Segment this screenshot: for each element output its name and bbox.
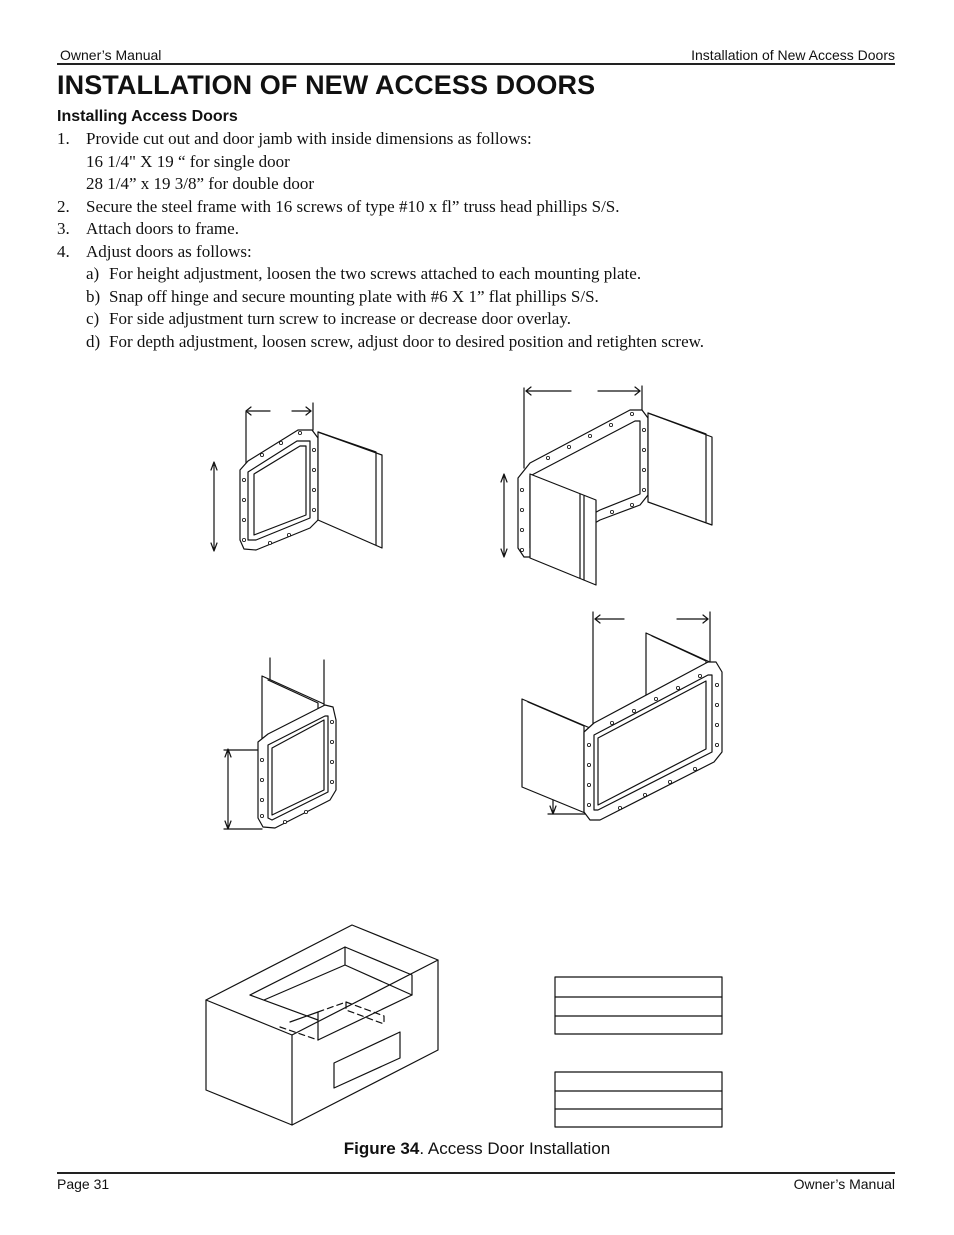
figure-label: Figure 34	[343, 1139, 420, 1158]
step-number: 1.	[57, 129, 70, 148]
substep-text: For height adjustment, loosen the two screws attached to each mounting plate.	[109, 264, 642, 283]
substep-text: For side adjustment turn screw to increase or decrease door overlay.	[109, 309, 571, 328]
single-door-rotated-drawing	[224, 658, 336, 829]
tub-cutout-drawing	[206, 925, 438, 1125]
page-title: INSTALLATION OF NEW ACCESS DOORS	[57, 70, 596, 100]
step-text: Attach doors to frame.	[86, 219, 239, 238]
running-footer-right: Owner’s Manual	[793, 1176, 895, 1192]
step-text: Provide cut out and door jamb with inside dimensions as follows:	[86, 129, 532, 148]
figure-caption	[0, 1139, 954, 1159]
double-door-frame-drawing	[501, 386, 712, 585]
substep-label: d)	[86, 331, 101, 351]
step-text: 28 1/4” x 19 3/8” for double door	[86, 174, 315, 193]
substep-text: For depth adjustment, loosen screw, adjust door to desired position and retighten screw.	[109, 331, 705, 351]
running-header-right: Installation of New Access Doors	[691, 47, 895, 63]
step-text: Adjust doors as follows:	[86, 241, 252, 261]
running-header-left: Owner’s Manual	[60, 47, 162, 63]
substep-label: a)	[86, 264, 100, 283]
step-text: 16 1/4" X 19 “ for single door	[86, 151, 290, 171]
section-subtitle: Installing Access Doors	[57, 108, 238, 125]
substep-text: Snap off hinge and secure mounting plate with #6 X 1” flat phillips S/S.	[109, 286, 599, 306]
step-text: Secure the steel frame with 16 screws of type #10 x fl” truss head phillips S/S.	[86, 196, 620, 216]
figure-caption-text: . Access Door Installation	[419, 1139, 611, 1158]
page-number: Page 31	[57, 1176, 110, 1192]
step-number: 4.	[57, 241, 70, 261]
substep-label: b)	[86, 286, 101, 306]
step-number: 3.	[57, 219, 70, 238]
step-number: 2.	[57, 196, 70, 216]
double-door-open-drawing	[522, 612, 722, 820]
single-door-frame-drawing	[211, 403, 382, 551]
frame-cross-section-drawing	[555, 977, 722, 1127]
footer-rule	[57, 1172, 895, 1174]
substep-label: c)	[86, 309, 100, 328]
